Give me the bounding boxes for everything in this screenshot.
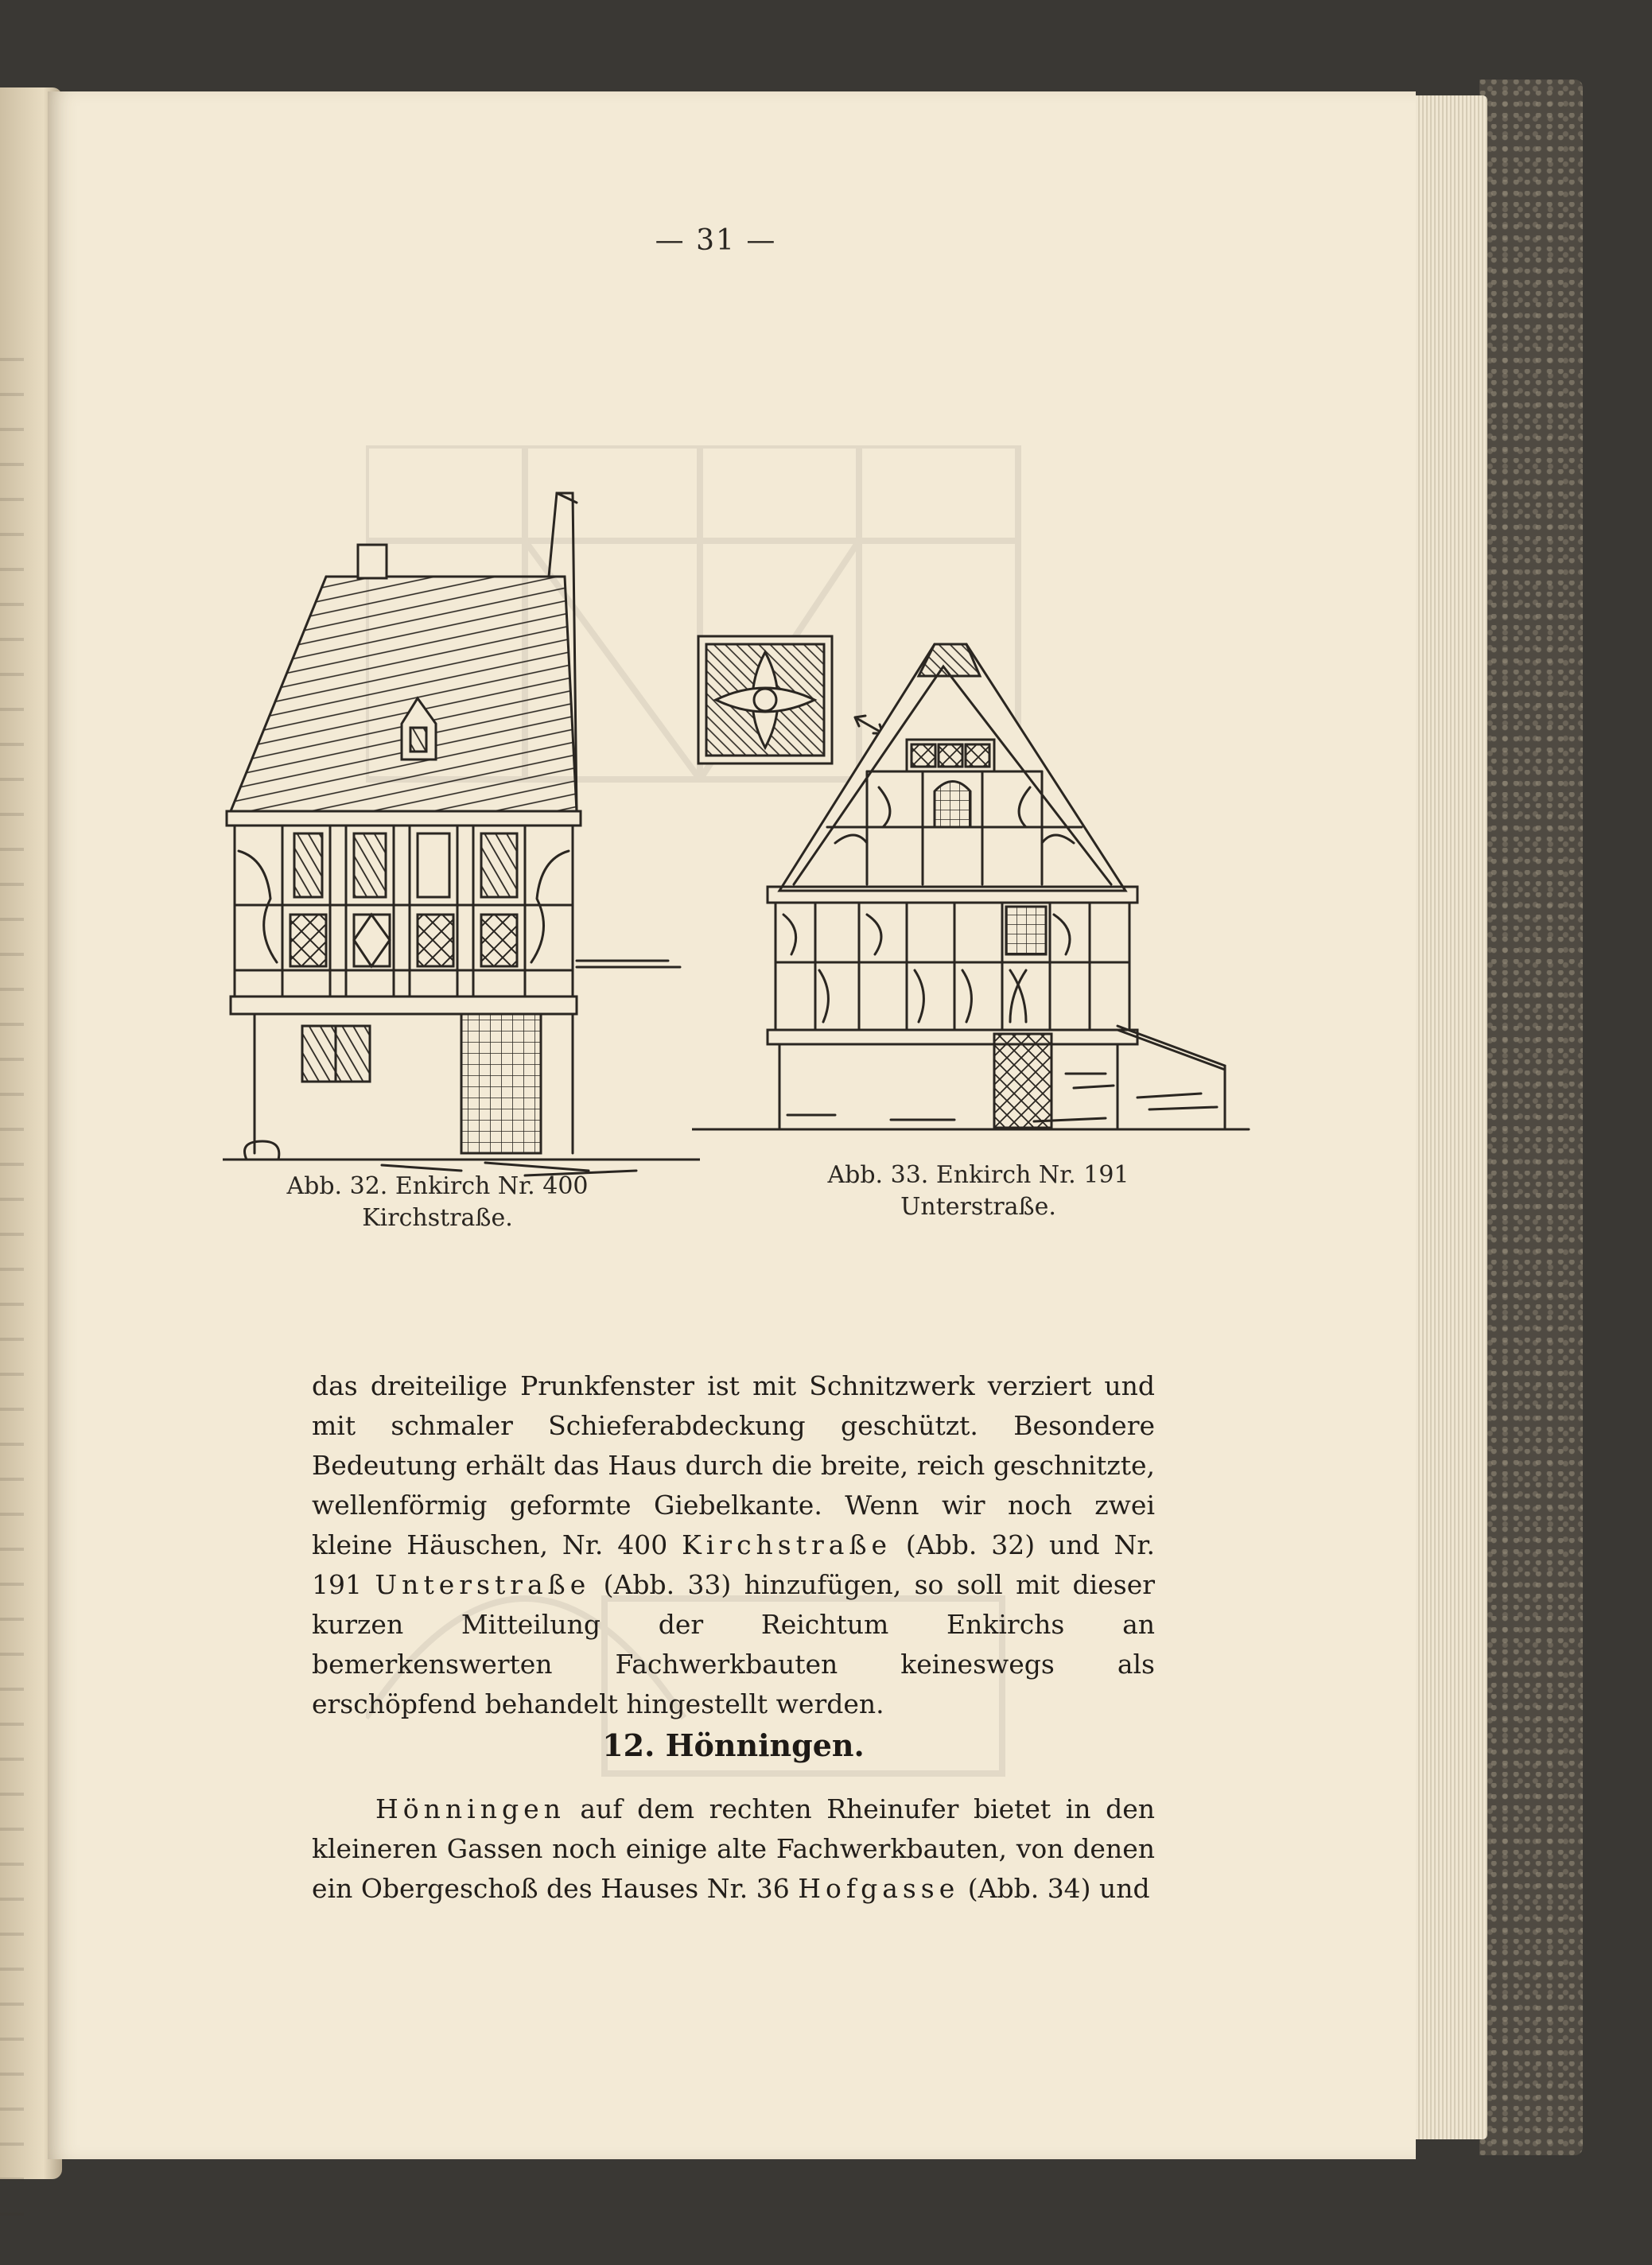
left-page-text-shadow: [0, 326, 24, 2235]
paragraph-2-part-1: auf dem rechten Rheinufer bietet in den kleineren Gassen noch einige alte Fachwerkbauten, von denen ein Obergeschoß des Hauses Nr. 36: [312, 1793, 1155, 1904]
figure-32-illustration: [223, 485, 700, 1185]
paragraph-2-spaced-1: Hönningen: [375, 1793, 566, 1824]
paragraph-2-part-2: (Abb. 34) und: [959, 1873, 1150, 1904]
figure-32-caption-line-2: Kirchstraße.: [362, 1204, 513, 1232]
figure-33-caption-line-2: Unterstraße.: [900, 1193, 1056, 1221]
paragraph-1-text: [312, 1366, 1155, 1724]
paragraph-2-spaced-2: Hofgasse: [798, 1873, 960, 1904]
page-number: — 31 —: [655, 224, 777, 257]
paragraph-1-part-1: das dreiteilige Prunkfenster ist mit Schnitzwerk verziert und mit schmaler Schieferabdeckung geschützt. Besondere Bedeutung erhält das Haus durch die breite, reich geschnitzte, wellenförmig geformte Giebelkante. Wenn wir noch zwei kleine Häuschen, Nr. 400: [312, 1370, 1155, 1560]
paragraph-1-spaced-1: Kirchstraße: [682, 1529, 892, 1560]
figure-32-caption: [255, 1171, 620, 1234]
figure-33-caption: [795, 1160, 1161, 1223]
figure-33-caption-line-1: Abb. 33. Enkirch Nr. 191: [827, 1161, 1129, 1189]
figure-33-illustration: [692, 628, 1265, 1153]
paragraph-1-spaced-2: Unterstraße: [375, 1569, 591, 1600]
body-paragraph-2: [312, 1789, 1155, 1909]
paragraph-1-part-3: (Abb. 33) hinzufügen, so soll mit dieser kurzen Mitteilung der Reichtum Enkirchs an bemerkenswerten Fachwerkbauten keineswegs als erschöpfend behandelt hingestellt werden.: [312, 1569, 1155, 1719]
book-cover-board: [1479, 80, 1583, 2155]
section-heading: 12. Hönningen.: [602, 1727, 865, 1763]
page-edges: [1408, 95, 1487, 2139]
paragraph-1-part-2: (Abb. 32) und Nr. 191: [312, 1529, 1156, 1600]
body-paragraph-1: [312, 1366, 1155, 1724]
paragraph-2-text: [312, 1789, 1155, 1909]
figure-32-caption-line-1: Abb. 32. Enkirch Nr. 400: [286, 1172, 589, 1200]
